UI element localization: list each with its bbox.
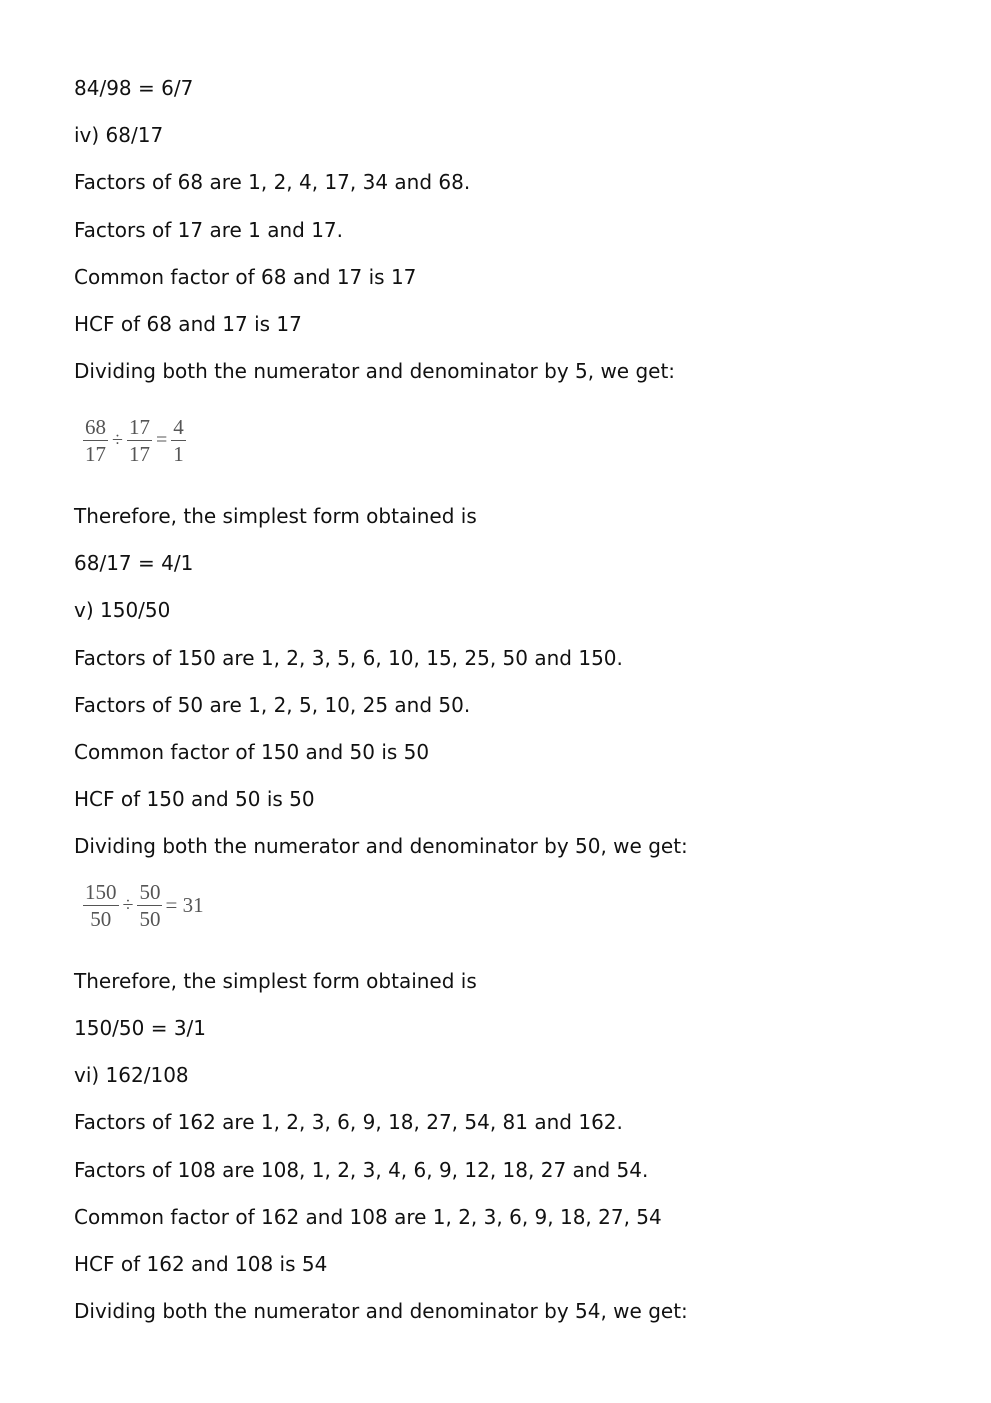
fraction [127, 416, 152, 465]
denominator: 50 [139, 907, 161, 931]
section-heading: v) 150/50 [74, 598, 171, 622]
section-heading: iv) 68/17 [74, 123, 164, 147]
text-line: HCF of 150 and 50 is 50 [74, 787, 315, 811]
text-line: Dividing both the numerator and denominator by 5, we get: [74, 359, 676, 383]
equation-150-50 [82, 881, 204, 930]
fraction [83, 881, 119, 930]
text-line: Therefore, the simplest form obtained is [74, 504, 477, 528]
denominator: 17 [85, 442, 106, 466]
text-line: Factors of 50 are 1, 2, 5, 10, 25 and 50. [74, 693, 471, 717]
equals-sign: = [155, 429, 168, 451]
text-line: Factors of 162 are 1, 2, 3, 6, 9, 18, 27, 54, 81 and 162. [74, 1110, 623, 1134]
equation-68-17 [82, 416, 187, 465]
text-line: Factors of 68 are 1, 2, 4, 17, 34 and 68. [74, 170, 471, 194]
text-line: Factors of 17 are 1 and 17. [74, 218, 344, 242]
numerator: 68 [85, 415, 106, 439]
text-line: HCF of 162 and 108 is 54 [74, 1252, 328, 1276]
text-line: 68/17 = 4/1 [74, 551, 194, 575]
denominator: 17 [128, 442, 150, 466]
numerator: 50 [139, 880, 161, 904]
equation-result: = 31 [165, 893, 204, 917]
text-line: Factors of 108 are 108, 1, 2, 3, 4, 6, 9, 12, 18, 27 and 54. [74, 1158, 649, 1182]
fraction [171, 416, 186, 465]
text-line: 84/98 = 6/7 [74, 76, 194, 100]
text-line: HCF of 68 and 17 is 17 [74, 312, 302, 336]
text-line: Factors of 150 are 1, 2, 3, 5, 6, 10, 15, 25, 50 and 150. [74, 646, 623, 670]
text-line: Dividing both the numerator and denominator by 50, we get: [74, 834, 688, 858]
text-line: Common factor of 150 and 50 is 50 [74, 740, 430, 764]
numerator: 17 [128, 415, 150, 439]
denominator: 50 [90, 907, 112, 931]
text-line: Common factor of 162 and 108 are 1, 2, 3, 6, 9, 18, 27, 54 [74, 1205, 662, 1229]
text-line: Common factor of 68 and 17 is 17 [74, 265, 417, 289]
text-line: Therefore, the simplest form obtained is [74, 969, 477, 993]
divide-sign: ÷ [112, 429, 123, 451]
text-line: Dividing both the numerator and denominator by 54, we get: [74, 1299, 688, 1323]
divide-sign: ÷ [122, 894, 134, 916]
denominator: 1 [173, 442, 184, 466]
fraction [137, 881, 162, 930]
numerator: 4 [173, 415, 184, 439]
fraction [83, 416, 108, 465]
numerator: 150 [85, 880, 117, 904]
section-heading: vi) 162/108 [74, 1063, 189, 1087]
text-line: 150/50 = 3/1 [74, 1016, 207, 1040]
